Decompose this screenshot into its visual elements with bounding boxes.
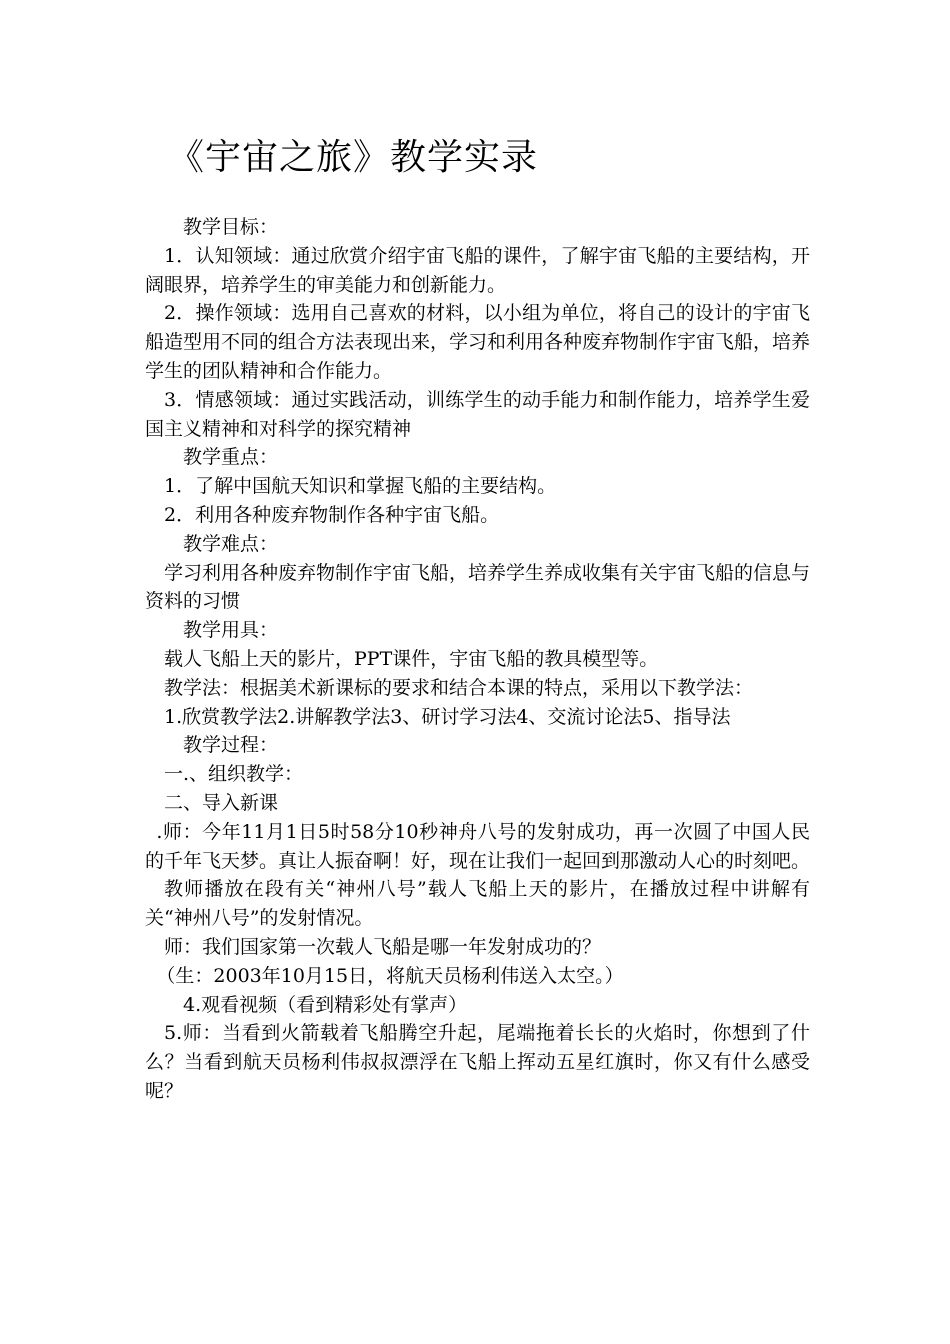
tools-text: 载人飞船上天的影片，PPT课件，宇宙飞船的教具模型等。 bbox=[164, 647, 659, 670]
process-step-intro: 二、导入新课 bbox=[164, 791, 279, 814]
watch-video-step: 4.观看视频（看到精彩处有掌声） bbox=[183, 993, 468, 1016]
teacher-speech-2: 5.师：当看到火箭载着飞船腾空升起，尾端拖着长长的火焰时，你想到了什么？当看到航天员杨利伟叔叔漂浮在飞船上挥动五星红旗时，你又有什么感受呢？ bbox=[145, 1022, 810, 1102]
objective-operation: 2．操作领域：选用自己喜欢的材料，以小组为单位，将自己的设计的宇宙飞船造型用不同的组合方法表现出来，学习和利用各种废弃物制作宇宙飞船，培养学生的团队精神和合作能力。 bbox=[145, 302, 811, 382]
section-heading-process: 教学过程： bbox=[183, 734, 279, 757]
difficulty-text: 学习利用各种废弃物制作宇宙飞船，培养学生养成收集有关宇宙飞船的信息与资料的习惯 bbox=[145, 561, 811, 613]
teacher-speech-1: .师：今年11月1日5时58分10秒神舟八号的发射成功，再一次圆了中国人民的千年飞天梦。真让人振奋啊！好，现在让我们一起回到那激动人心的时刻吧。 bbox=[145, 820, 811, 872]
teaching-methods-text: 教学法：根据美术新课标的要求和结合本课的特点，采用以下教学法： bbox=[164, 676, 754, 699]
teaching-methods-list: 1.欣赏教学法2.讲解教学法3、研讨学习法4、交流讨论法5、指导法 bbox=[164, 705, 731, 728]
key-point-2: 2．利用各种废弃物制作各种宇宙飞船。 bbox=[164, 503, 500, 526]
section-heading-difficulties: 教学难点： bbox=[183, 532, 279, 555]
section-heading-key-points: 教学重点： bbox=[183, 446, 279, 469]
objective-emotion: 3．情感领域：通过实践活动，训练学生的动手能力和制作能力，培养学生爱国主义精神和对科学的探究精神 bbox=[145, 388, 810, 440]
section-heading-objectives: 教学目标： bbox=[183, 216, 279, 238]
student-answer: （生：2003年10月15日，将航天员杨利伟送入太空。） bbox=[156, 964, 624, 987]
teacher-question: 师：我们国家第一次载人飞船是哪一年发射成功的？ bbox=[164, 935, 602, 958]
document-title: 《宇宙之旅》教学实录 bbox=[168, 137, 539, 178]
section-heading-tools: 教学用具： bbox=[183, 619, 279, 642]
document-body bbox=[145, 213, 810, 1106]
key-point-1: 1．了解中国航天知识和掌握飞船的主要结构。 bbox=[164, 475, 557, 498]
teacher-action-video: 教师播放在段有关“神州八号”载人飞船上天的影片，在播放过程中讲解有关“神州八号”的发射情况。 bbox=[145, 878, 810, 930]
objective-cognitive: 1．认知领域：通过欣赏介绍宇宙飞船的课件，了解宇宙飞船的主要结构，开阔眼界，培养学生的审美能力和创新能力。 bbox=[145, 244, 810, 296]
process-step-organize: 一.、组织教学： bbox=[164, 763, 304, 786]
